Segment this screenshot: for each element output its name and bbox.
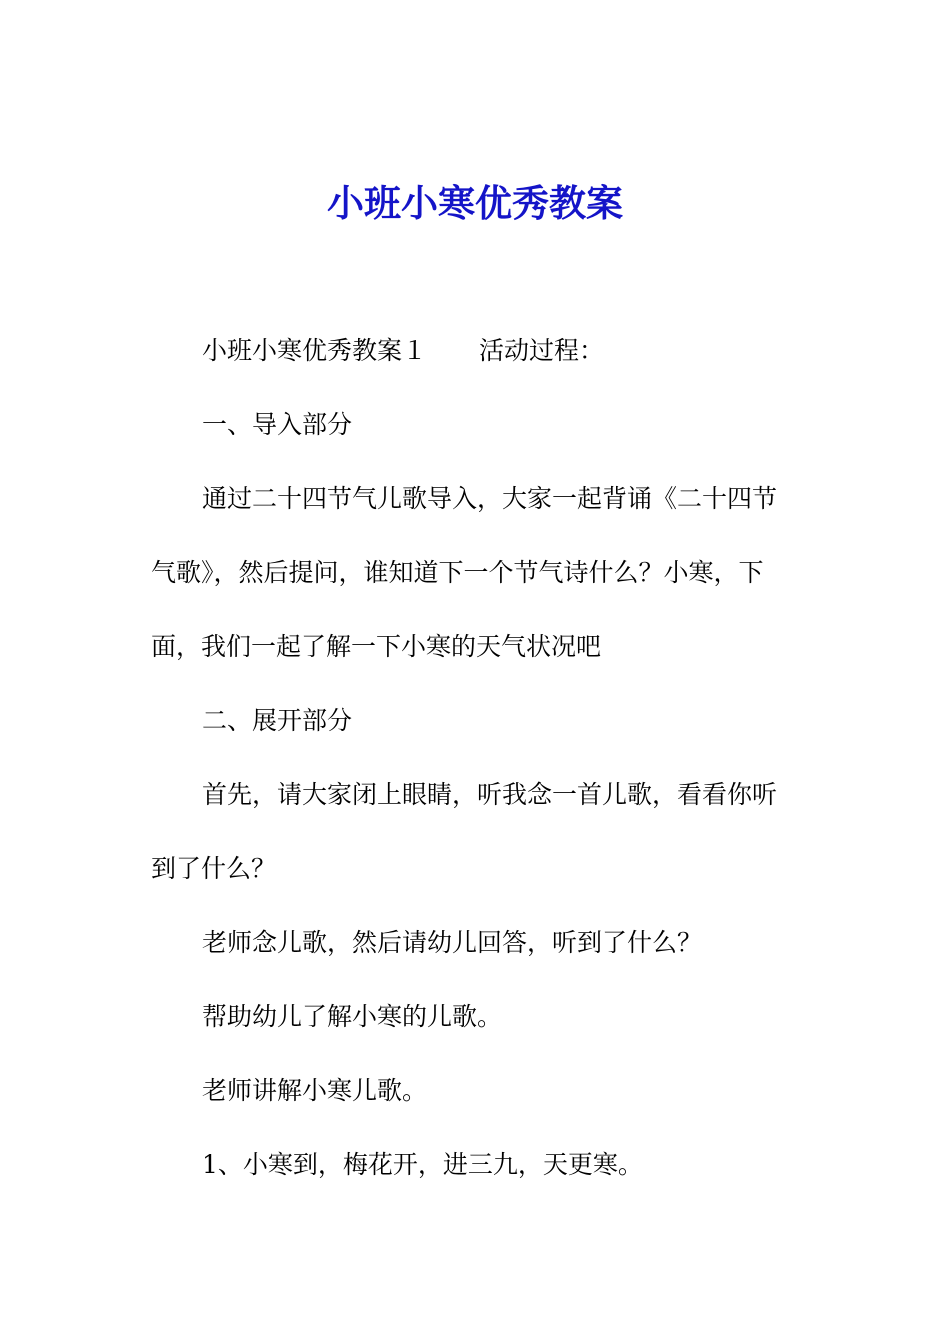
paragraph-intro-content: 通过二十四节气儿歌导入，大家一起背诵《二十四节气歌》，然后提问，谁知道下一个节气诗什么？小寒，下面，我们一起了解一下小寒的天气状况吧 — [151, 484, 778, 661]
paragraph-heading-intro-part: 一、导入部分 — [202, 410, 353, 439]
paragraph-help-children: 帮助幼儿了解小寒的儿歌。 — [202, 1002, 503, 1031]
page-title: 小班小寒优秀教案 — [327, 181, 623, 225]
paragraph-intro — [151, 314, 791, 388]
paragraph-teacher-recite: 老师念儿歌，然后请幼儿回答，听到了什么？ — [202, 928, 703, 957]
paragraph-teacher-explain: 老师讲解小寒儿歌。 — [202, 1076, 428, 1105]
paragraph-heading-expand-part: 二、展开部分 — [202, 706, 353, 735]
activity-process-label: 活动过程： — [479, 336, 605, 365]
section-heading-lesson-1: 小班小寒优秀教案１ — [202, 336, 428, 365]
document-body — [151, 314, 791, 1202]
paragraph-rhyme-line-1: 1、小寒到，梅花开，进三九，天更寒。 — [202, 1150, 643, 1179]
paragraph-listen-content: 首先，请大家闭上眼睛，听我念一首儿歌，看看你听到了什么？ — [151, 780, 778, 883]
